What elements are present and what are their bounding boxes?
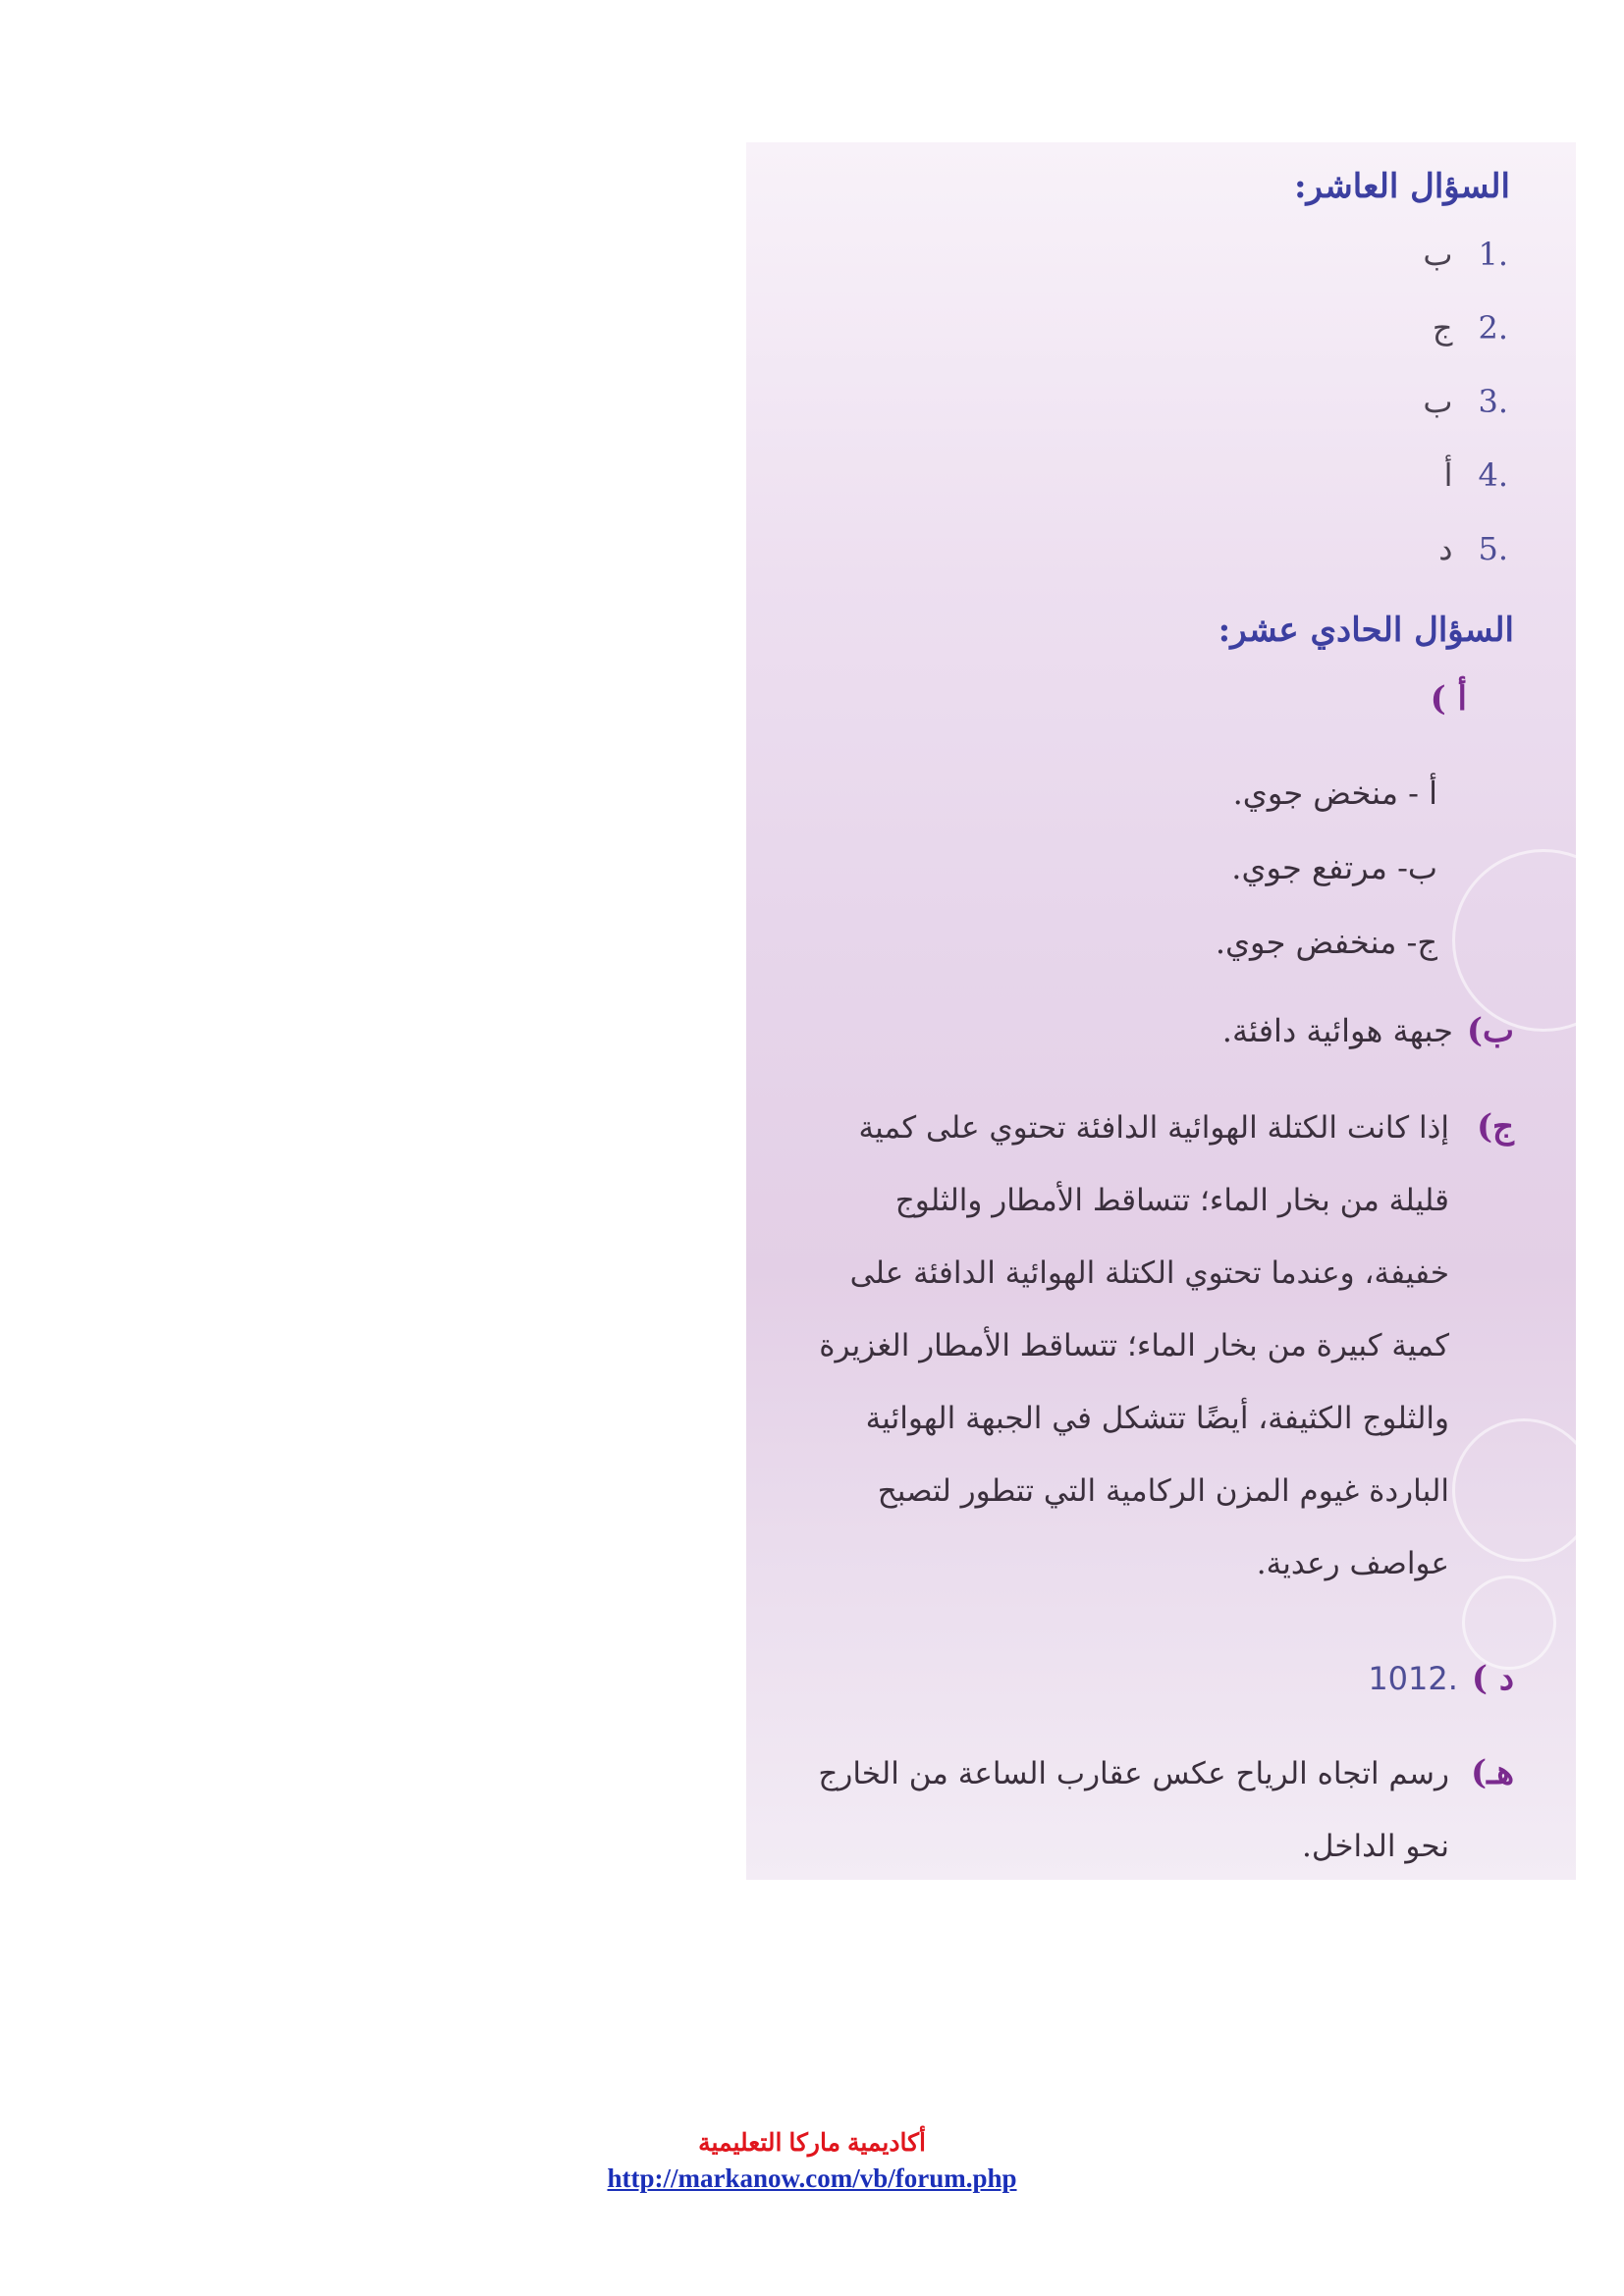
part-text: جبهة هوائية دافئة.	[1221, 1012, 1453, 1049]
q11-part-a-marker: أ )	[1430, 679, 1467, 719]
footer-link[interactable]: http://markanow.com/vb/forum.php	[607, 2163, 1017, 2193]
q11-part-c-text	[757, 1092, 1449, 1600]
item-answer: أ	[1443, 456, 1453, 494]
part-c-line: كمية كبيرة من بخار الماء؛ تتساقط الأمطار الغزيرة	[819, 1328, 1449, 1363]
part-e-line: رسم اتجاه الرياح عكس عقارب الساعة من الخارج	[818, 1756, 1449, 1791]
part-e-line: نحو الداخل.	[1302, 1829, 1449, 1864]
q11-part-a-line-3: ج- منخفض جوي.	[1215, 924, 1437, 961]
part-c-line: قليلة من بخار الماء؛ تتساقط الأمطار والثلوج	[894, 1183, 1449, 1218]
part-marker: د )	[1471, 1659, 1514, 1698]
part-marker: ب)	[1466, 1011, 1514, 1050]
item-number: .2	[1478, 309, 1508, 347]
q11-part-d	[1368, 1641, 1514, 1716]
q10-item-2	[1433, 309, 1508, 347]
item-number: .1	[1478, 236, 1508, 273]
q11-part-b	[1222, 993, 1514, 1068]
item-number: .4	[1478, 456, 1508, 494]
q11-part-c-marker: ج)	[1476, 1107, 1514, 1147]
q11-part-e-marker: هـ)	[1471, 1753, 1514, 1792]
q10-heading: السؤال العاشر:	[1293, 167, 1510, 206]
q10-item-3	[1423, 383, 1508, 420]
item-answer: ب	[1423, 383, 1453, 420]
footer-title: أكاديمية ماركا التعليمية	[698, 2129, 926, 2157]
q10-item-4	[1444, 456, 1508, 494]
q11-part-a-line-2: ب- مرتفع جوي.	[1231, 849, 1437, 886]
item-number: .3	[1478, 383, 1508, 420]
part-c-line: عواصف رعدية.	[1256, 1546, 1449, 1581]
part-text: .1012	[1368, 1660, 1458, 1697]
part-c-line: والثلوج الكثيفة، أيضًا تتشكل في الجبهة الهوائية	[865, 1401, 1449, 1436]
item-answer: د	[1438, 530, 1453, 567]
q10-item-5	[1438, 530, 1508, 567]
decorative-swirl	[1452, 1418, 1576, 1562]
part-c-line: إذا كانت الكتلة الهوائية الدافئة تحتوي على كمية	[858, 1110, 1449, 1146]
item-answer: ب	[1423, 236, 1453, 273]
part-c-line: خفيفة، وعندما تحتوي الكتلة الهوائية الدافئة على	[849, 1255, 1449, 1291]
q10-item-1	[1423, 236, 1508, 273]
q11-part-a-line-1: أ - منخض جوي.	[1232, 774, 1437, 812]
q11-part-e-text	[757, 1737, 1449, 1883]
part-c-line: الباردة غيوم المزن الركامية التي تتطور لتصبح	[877, 1473, 1449, 1509]
item-number: .5	[1478, 530, 1508, 567]
item-answer: ج	[1432, 309, 1453, 347]
q11-heading: السؤال الحادي عشر:	[1218, 611, 1514, 650]
